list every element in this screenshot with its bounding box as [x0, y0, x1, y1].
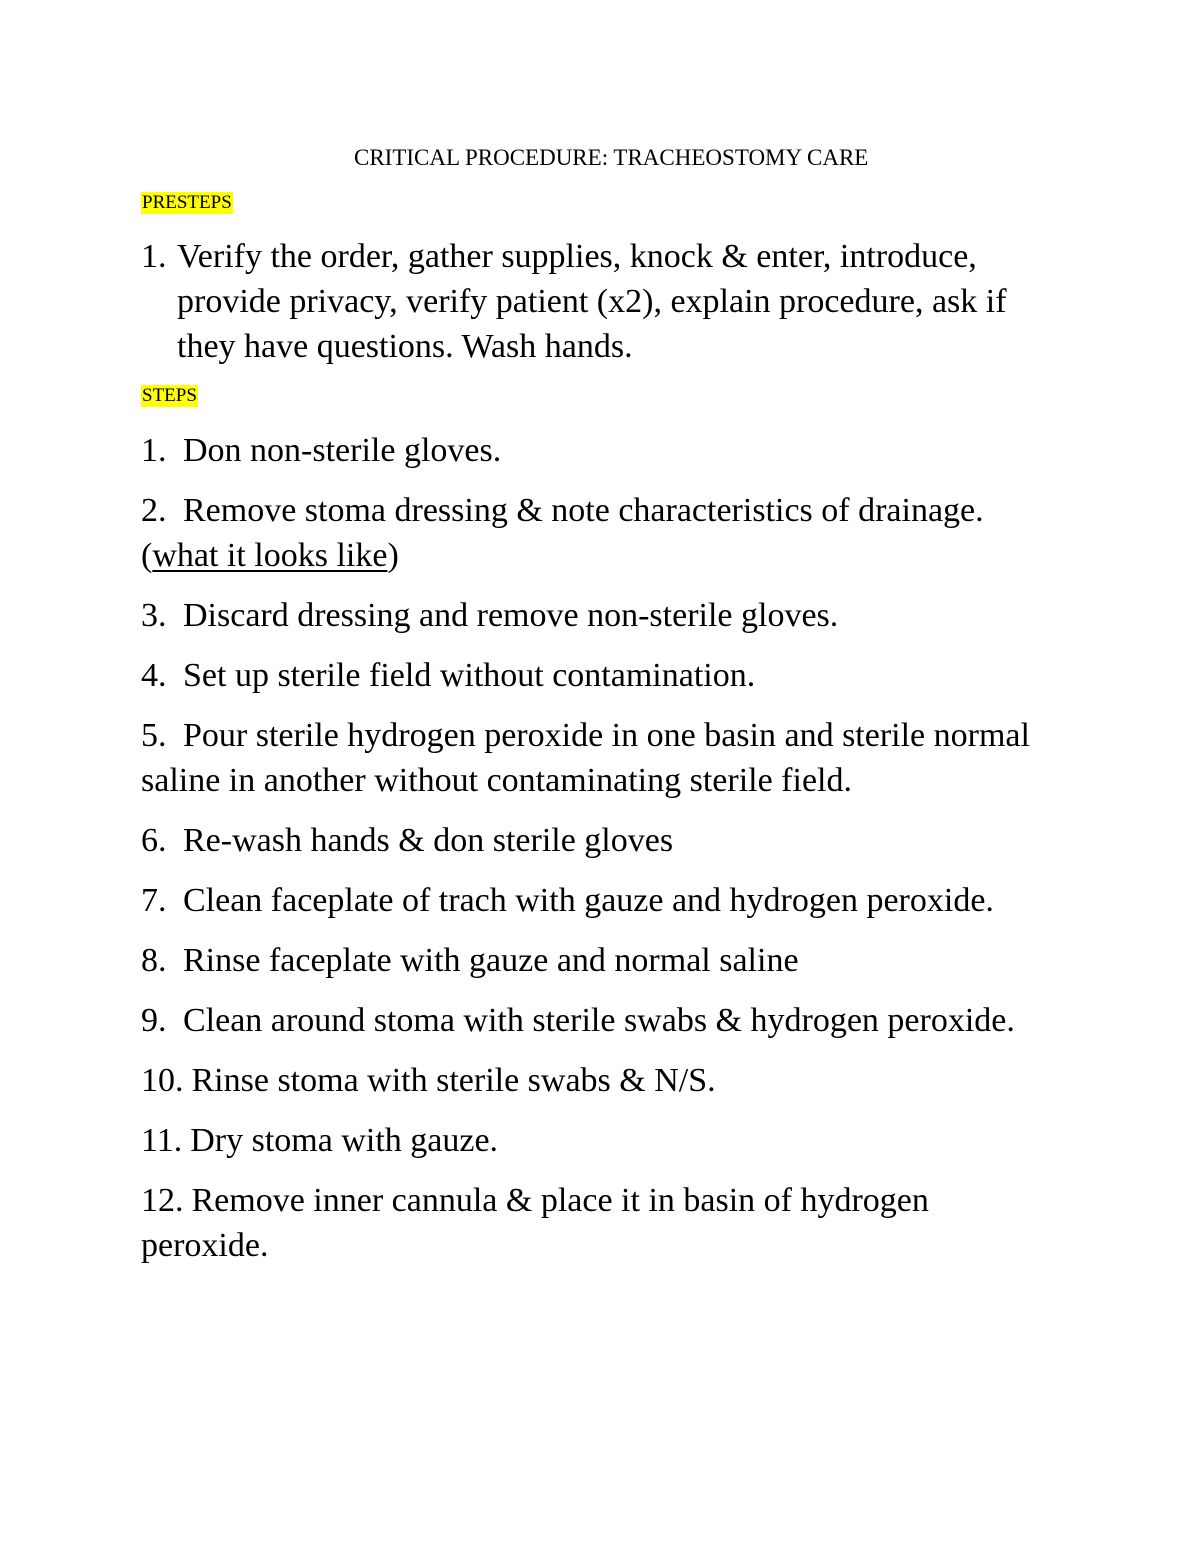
list-item: [141, 653, 1061, 698]
step-number: 12.: [141, 1182, 184, 1219]
list-item: [141, 1058, 1061, 1103]
step-number: 5.: [141, 717, 167, 754]
step-note-open: (: [141, 537, 153, 574]
presteps-list: [141, 234, 1061, 369]
document-title: CRITICAL PROCEDURE: TRACHEOSTOMY CARE: [354, 145, 869, 170]
step-text: Dry stoma with gauze.: [190, 1122, 499, 1159]
step-number: 1.: [141, 432, 167, 469]
step-number: 11.: [141, 1122, 183, 1159]
list-item: [141, 488, 1061, 578]
steps-list: [141, 428, 1061, 1283]
step-note: what it looks like: [152, 537, 388, 574]
step-number: 8.: [141, 942, 167, 979]
list-item: [141, 938, 1061, 983]
step-number: 9.: [141, 1002, 167, 1039]
step-number: 4.: [141, 657, 167, 694]
step-note-close: ): [387, 537, 399, 574]
step-text: Remove inner cannula & place it in basin of hydrogen peroxide.: [141, 1182, 929, 1264]
steps-label: STEPS: [142, 385, 197, 406]
presteps-item-number: 1.: [141, 238, 167, 275]
step-text: Re-wash hands & don sterile gloves: [183, 822, 674, 859]
step-text: Don non-sterile gloves.: [183, 432, 502, 469]
step-text: Set up sterile field without contamination.: [183, 657, 756, 694]
presteps-item-text: Verify the order, gather supplies, knock & enter, introduce, provide privacy, verify patient (x2), explain procedure, ask if they have questions. Wash hands.: [177, 238, 1007, 365]
list-item: [141, 593, 1061, 638]
list-item: [141, 1118, 1061, 1163]
step-text: Remove stoma dressing & note characteristics of drainage.: [183, 492, 984, 529]
list-item: [141, 1178, 1061, 1268]
list-item: [141, 818, 1061, 863]
step-text: Clean around stoma with sterile swabs & hydrogen peroxide.: [183, 1002, 1015, 1039]
step-number: 10.: [141, 1062, 184, 1099]
list-item: [141, 713, 1061, 803]
step-number: 6.: [141, 822, 167, 859]
step-text: Clean faceplate of trach with gauze and hydrogen peroxide.: [183, 882, 994, 919]
step-text: Rinse faceplate with gauze and normal saline: [183, 942, 799, 979]
step-text: Discard dressing and remove non-sterile gloves.: [183, 597, 839, 634]
step-text: Pour sterile hydrogen peroxide in one basin and sterile normal saline in another without contaminating sterile field.: [141, 717, 1030, 799]
step-number: 2.: [141, 492, 167, 529]
presteps-label: PRESTEPS: [142, 192, 232, 213]
list-item: [141, 428, 1061, 473]
list-item: [141, 878, 1061, 923]
step-number: 7.: [141, 882, 167, 919]
step-number: 3.: [141, 597, 167, 634]
step-text: Rinse stoma with sterile swabs & N/S.: [191, 1062, 716, 1099]
list-item: [141, 998, 1061, 1043]
list-item: [141, 234, 1061, 369]
